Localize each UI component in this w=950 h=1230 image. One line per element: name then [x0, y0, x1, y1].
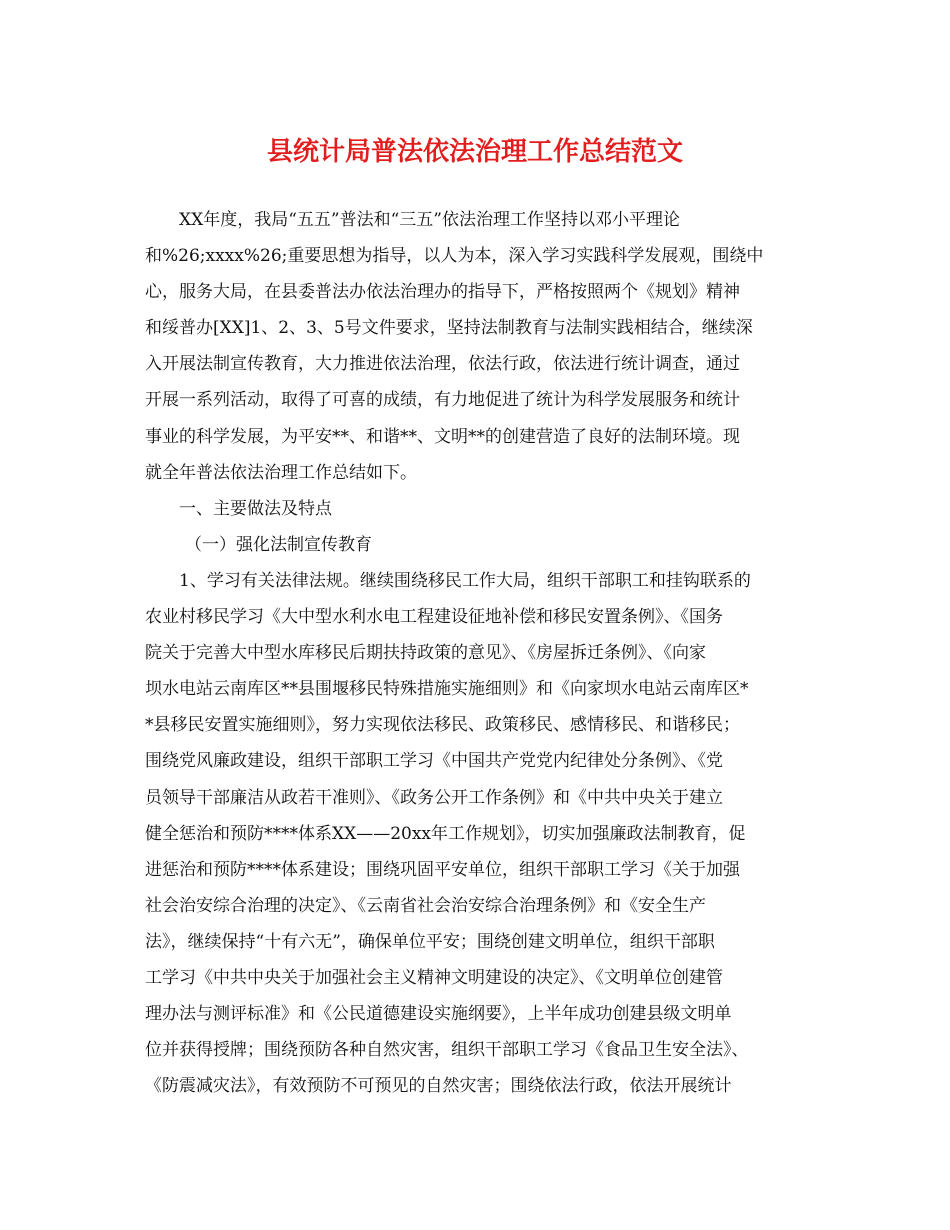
paragraph-line: 院关于完善大中型水库移民后期扶持政策的意见》、《房屋拆迁条例》、《向家 — [145, 643, 706, 664]
paragraph-line: 员领导干部廉洁从政若干准则》、《政务公开工作条例》和《中共中央关于建立 — [145, 787, 723, 808]
document-body — [145, 202, 805, 1104]
paragraph-line: 《防震减灾法》，有效预防不可预见的自然灾害；围绕依法行政，依法开展统计 — [145, 1076, 732, 1097]
paragraph-line: 和%26;xxxx%26;重要思想为指导，以人为本，深入学习实践科学发展观，围绕中 — [145, 246, 764, 267]
paragraph-line: 1、学习有关法律法规。继续围绕移民工作大局，组织干部职工和挂钩联系的 — [179, 570, 751, 591]
paragraph-line: 进惩治和预防****体系建设；围绕巩固平安单位，组织干部职工学习《关于加强 — [145, 859, 740, 880]
paragraph-line: *县移民安置实施细则》，努力实现依法移民、政策移民、感情移民、和谐移民； — [145, 715, 740, 736]
subsection-heading: （一）强化法制宣传教育 — [185, 534, 372, 555]
paragraph-line: 农业村移民学习《大中型水利水电工程建设征地补偿和移民安置条例》、《国务 — [145, 607, 723, 628]
paragraph-line: 位并获得授牌；围绕预防各种自然灾害，组织干部职工学习《食品卫生安全法》、 — [145, 1040, 749, 1061]
paragraph-line: 入开展法制宣传教育，大力推进依法治理，依法行政，依法进行统计调查，通过 — [145, 354, 740, 375]
paragraph-line: 健全惩治和预防****体系XX——20xx年工作规划》，切实加强廉政法制教育，促 — [145, 823, 746, 844]
paragraph-line: 工学习《中共中央关于加强社会主义精神文明建设的决定》、《文明单位创建管 — [145, 967, 723, 988]
paragraph-line: 理办法与测评标准》和《公民道德建设实施纲要》，上半年成功创建县级文明单 — [145, 1004, 732, 1025]
document-title: 县统计局普法依法治理工作总结范文 — [266, 137, 683, 167]
section-heading: 一、主要做法及特点 — [179, 498, 332, 519]
paragraph-line: 开展一系列活动，取得了可喜的成绩，有力地促进了统计为科学发展服务和统计 — [145, 390, 740, 411]
paragraph-line: 和绥普办[XX]1、2、3、5号文件要求，坚持法制教育与法制实践相结合，继续深 — [145, 318, 753, 339]
paragraph-line: 就全年普法依法治理工作总结如下。 — [145, 462, 417, 483]
paragraph-line: 事业的科学发展，为平安**、和谐**、文明**的创建营造了良好的法制环境。现 — [145, 426, 740, 447]
paragraph-line: XX年度，我局“五五”普法和“三五”依法治理工作坚持以邓小平理论 — [179, 210, 680, 230]
paragraph-line: 围绕党风廉政建设，组织干部职工学习《中国共产党党内纪律处分条例》、《党 — [145, 751, 723, 772]
paragraph-line: 法》，继续保持“十有六无”，确保单位平安；围绕创建文明单位，组织干部职 — [145, 931, 715, 952]
paragraph-line: 心，服务大局，在县委普法办依法治理办的指导下，严格按照两个《规划》精神 — [145, 282, 740, 303]
paragraph-line: 坝水电站云南库区**县围堰移民特殊措施实施细则》和《向家坝水电站云南库区* — [145, 679, 749, 700]
paragraph-line: 社会治安综合治理的决定》、《云南省社会治安综合治理条例》和《安全生产 — [145, 895, 706, 916]
